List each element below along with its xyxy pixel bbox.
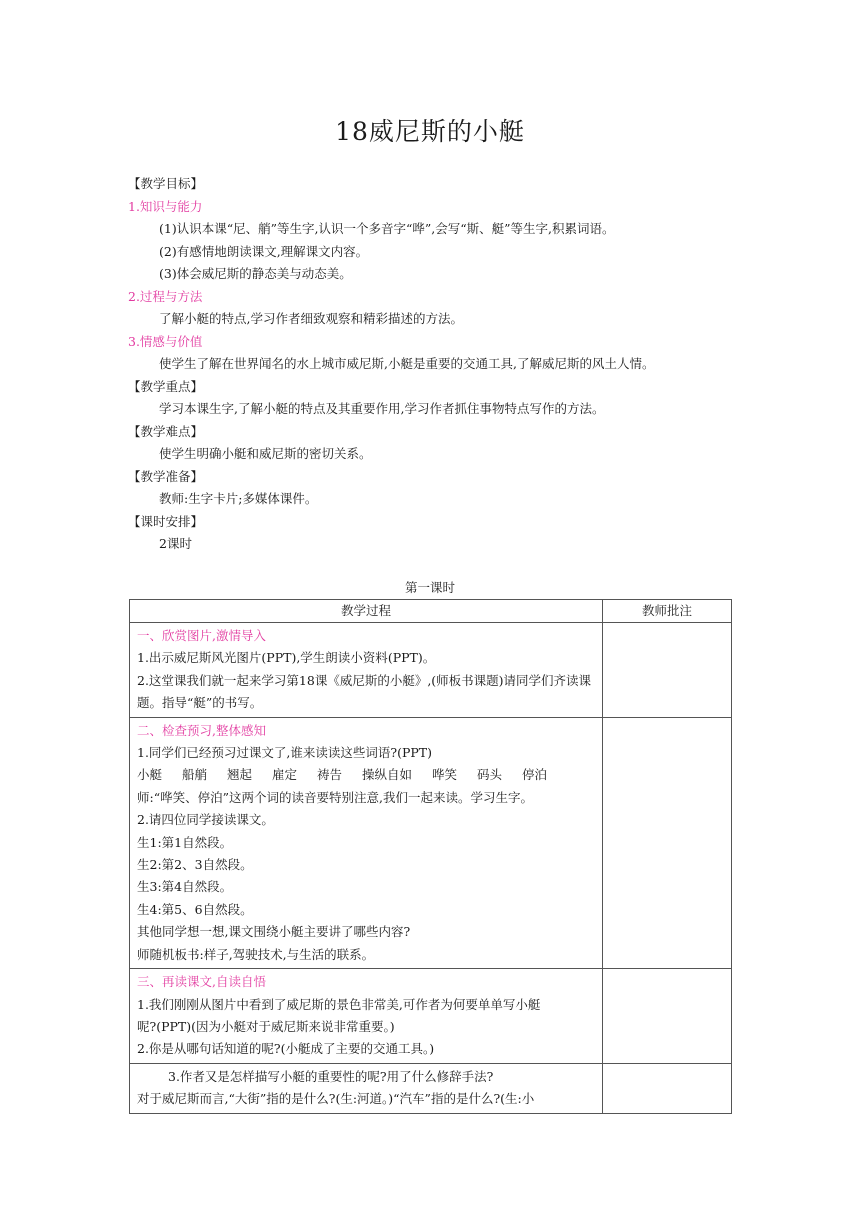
vocab-word: 雇定 — [272, 767, 298, 783]
process-line: 2.你是从哪句话知道的呢?(小艇成了主要的交通工具。) — [137, 1041, 435, 1057]
objective-item: 了解小艇的特点,学习作者细致观察和精彩描述的方法。 — [159, 311, 463, 326]
vocab-word: 小艇 — [137, 767, 163, 783]
process-line: 生3:第4自然段。 — [137, 879, 233, 895]
page-title: 18威尼斯的小艇 — [335, 117, 525, 146]
objective-item: (2)有感情地朗读课文,理解课文内容。 — [159, 243, 369, 259]
process-line: 3.作者又是怎样描写小艇的重要性的呢?用了什么修辞手法? — [168, 1068, 494, 1084]
process-line: 1.出示威尼斯风光图片(PPT),学生朗读小资料(PPT)。 — [137, 650, 436, 666]
difficulty-heading: 【教学难点】 — [128, 423, 204, 439]
notes-cell — [603, 1063, 732, 1113]
section-title: 一、欣赏图片,激情导入 — [137, 628, 266, 643]
lesson-table — [129, 599, 732, 1114]
process-line: 对于威尼斯而言,“大街”指的是什么?(生:河道。)“汽车”指的是什么?(生:小 — [137, 1091, 535, 1107]
lesson-caption: 第一课时 — [404, 580, 455, 595]
table-row — [130, 623, 732, 718]
notes-cell — [603, 717, 732, 968]
column-header-process: 教学过程 — [130, 600, 603, 623]
process-cell — [130, 969, 603, 1064]
objective-item: (1)认识本课“尼、艄”等生字,认识一个多音字“哗”,会写“斯、艇”等生字,积累词语。 — [159, 221, 615, 236]
process-cell — [130, 717, 603, 968]
vocab-word: 操纵自如 — [362, 767, 413, 783]
notes-cell — [603, 623, 732, 718]
process-line: 师:“哗笑、停泊”这两个词的读音要特别注意,我们一起来读。学习生字。 — [137, 789, 533, 805]
objective-item: 使学生了解在世界闻名的水上城市威尼斯,小艇是重要的交通工具,了解威尼斯的风土人情。 — [159, 356, 655, 371]
focus-heading: 【教学重点】 — [128, 378, 204, 394]
process-line: 生2:第2、3自然段。 — [137, 857, 253, 873]
section-title: 二、检查预习,整体感知 — [137, 722, 266, 738]
table-header-row — [130, 600, 732, 623]
objectives-heading: 【教学目标】 — [128, 176, 204, 191]
table-row — [130, 717, 732, 968]
process-line: 生1:第1自然段。 — [137, 834, 233, 850]
process-line: 呢?(PPT)(因为小艇对于威尼斯来说非常重要。) — [137, 1018, 395, 1034]
process-line: 1.同学们已经预习过课文了,谁来读读这些词语?(PPT) — [137, 745, 433, 761]
notes-cell — [603, 969, 732, 1064]
objective-section-label: 2.过程与方法 — [128, 288, 203, 304]
process-line: 其他同学想一想,课文围绕小艇主要讲了哪些内容? — [137, 924, 411, 940]
process-cell — [130, 623, 603, 718]
vocab-word: 翘起 — [227, 767, 253, 783]
column-header-notes: 教师批注 — [603, 600, 732, 623]
preparation-heading: 【教学准备】 — [128, 468, 204, 484]
difficulty-text: 使学生明确小艇和威尼斯的密切关系。 — [159, 446, 372, 461]
section-title: 三、再读课文,自读自悟 — [137, 974, 266, 990]
vocabulary-list — [137, 764, 595, 786]
table-row — [130, 1063, 732, 1113]
objective-section-label: 1.知识与能力 — [128, 198, 203, 214]
schedule-heading: 【课时安排】 — [128, 513, 204, 529]
process-line: 师随机板书:样子,驾驶技术,与生活的联系。 — [137, 946, 375, 962]
vocab-word: 码头 — [477, 767, 503, 783]
objective-item: (3)体会威尼斯的静态美与动态美。 — [159, 266, 352, 281]
objectives-block — [128, 173, 728, 556]
table-row — [130, 969, 732, 1064]
objective-section-label: 3.情感与价值 — [128, 333, 203, 349]
vocab-word: 哗笑 — [432, 767, 458, 783]
vocab-word: 船艄 — [182, 767, 208, 783]
vocab-word: 停泊 — [522, 767, 548, 783]
process-line: 2.请四位同学接读课文。 — [137, 812, 274, 828]
preparation-text: 教师:生字卡片;多媒体课件。 — [159, 491, 318, 506]
process-line: 2.这堂课我们就一起来学习第18课《威尼斯的小艇》,(师板书课题)请同学们齐读课题。指导“艇”的书写。 — [137, 672, 592, 711]
vocab-word: 祷告 — [317, 767, 343, 783]
schedule-text: 2课时 — [159, 536, 192, 551]
focus-text: 学习本课生字,了解小艇的特点及其重要作用,学习作者抓住事物特点写作的方法。 — [159, 401, 605, 416]
process-cell — [130, 1063, 603, 1113]
process-line: 1.我们刚刚从图片中看到了威尼斯的景色非常美,可作者为何要单单写小艇 — [137, 996, 541, 1012]
process-line: 生4:第5、6自然段。 — [137, 901, 253, 917]
